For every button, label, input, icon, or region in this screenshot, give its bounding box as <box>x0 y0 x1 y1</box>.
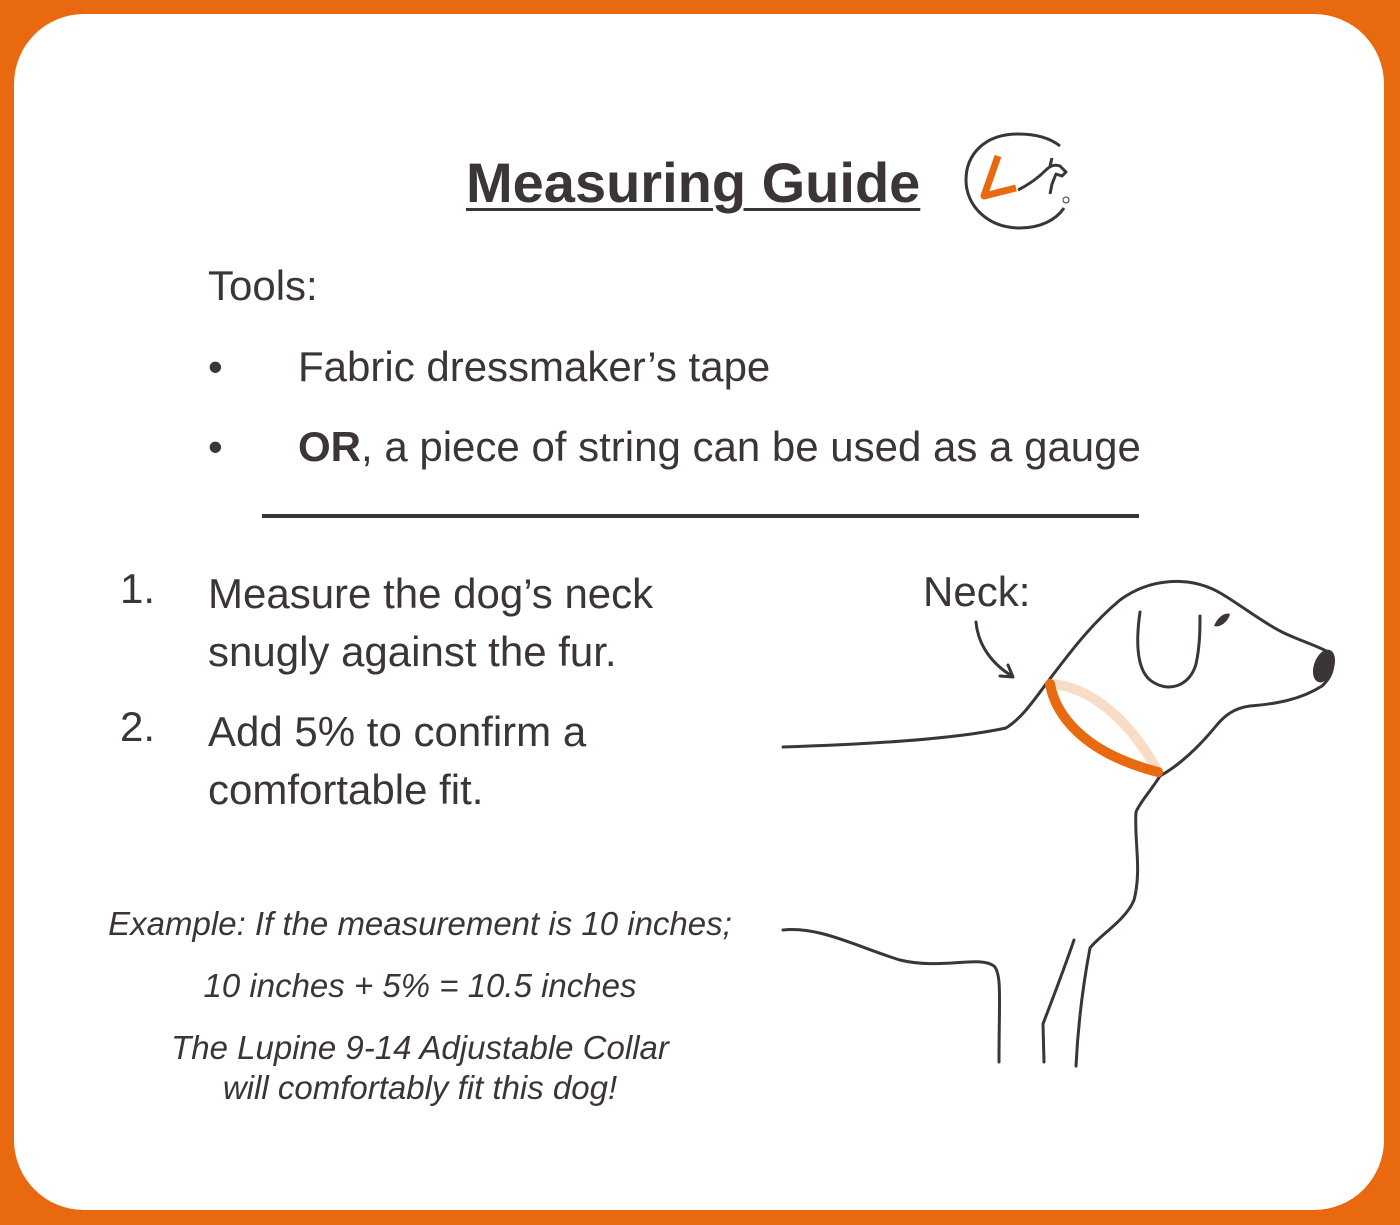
example-line: 10 inches + 5% = 10.5 inches <box>203 967 637 1004</box>
tools-heading: Tools: <box>208 262 318 309</box>
dog-nose <box>1309 647 1339 686</box>
tool-text <box>298 423 1141 471</box>
step-number: 2. <box>120 703 156 750</box>
collar-back <box>1050 684 1158 772</box>
divider <box>262 514 1139 518</box>
lupine-logo-icon <box>958 124 1078 236</box>
tool-label: , a piece of string can be used as a gauge <box>361 423 1141 470</box>
collar-front <box>1050 684 1158 772</box>
bullet: • <box>208 423 223 470</box>
example-note <box>60 1028 780 1108</box>
example-line: will comfortably fit this dog! <box>222 1069 618 1106</box>
example-line: Example: If the measurement is 10 inches; <box>108 905 732 942</box>
dog-ear <box>1138 612 1200 687</box>
tool-text <box>298 343 770 391</box>
neck-pointer-arrow <box>976 622 1012 676</box>
step-number: 1. <box>120 565 156 612</box>
bullet: • <box>208 343 223 390</box>
dog-outline <box>783 581 1333 1066</box>
step-text: Add 5% to confirm a comfortable fit. <box>208 708 587 813</box>
neck-label: Neck: <box>923 568 1031 615</box>
dog-eye <box>1214 614 1230 627</box>
tool-label: Fabric dressmaker’s tape <box>298 343 771 390</box>
step-text: Measure the dog’s neck snugly against the fur. <box>208 570 654 675</box>
example-line: The Lupine 9-14 Adjustable Collar <box>171 1029 669 1066</box>
dog-illustration <box>770 560 1370 1080</box>
page-title: Measuring Guide <box>466 151 921 214</box>
tool-bold: OR <box>298 423 361 470</box>
